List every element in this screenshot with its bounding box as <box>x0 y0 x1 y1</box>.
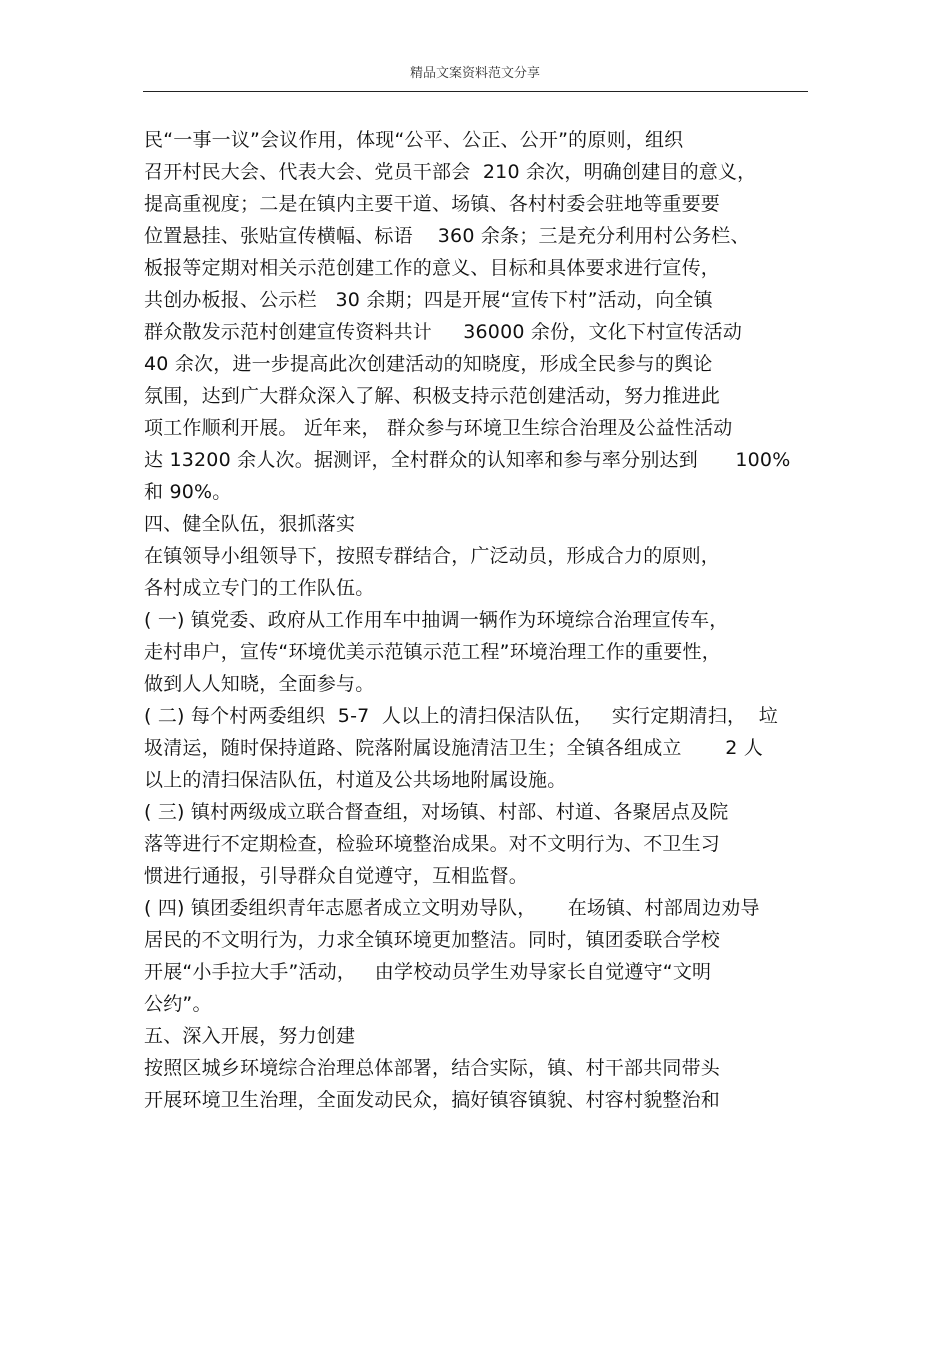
text-line: 和 90%。 <box>144 481 232 503</box>
text-line: 板报等定期对相关示范创建工作的意义、目标和具体要求进行宣传， <box>144 257 721 279</box>
text-line: 在镇领导小组领导下，按照专群结合，广泛动员，形成合力的原则， <box>144 545 721 567</box>
text-line: ( 三) 镇村两级成立联合督查组，对场镇、村部、村道、各聚居点及院 <box>144 801 729 823</box>
header-divider <box>143 91 808 92</box>
text-line: 以上的清扫保洁队伍，村道及公共场地附属设施。 <box>144 769 567 791</box>
text-line: ( 二) 每个村两委组织 5-7 人以上的清扫保洁队伍， 实行定期清扫， 垃 <box>144 705 778 727</box>
text-line: 走村串户，宣传“环境优美示范镇示范工程”环境治理工作的重要性， <box>144 641 721 663</box>
text-line: 共创办板报、公示栏 30 余期；四是开展“宣传下村”活动，向全镇 <box>144 289 713 311</box>
text-line: 做到人人知晓，全面参与。 <box>144 673 375 695</box>
document-body <box>144 124 834 1116</box>
text-line: 按照区城乡环境综合治理总体部署，结合实际，镇、村干部共同带头 <box>144 1057 721 1079</box>
text-line: 氛围，达到广大群众深入了解、积极支持示范创建活动，努力推进此 <box>144 385 721 407</box>
text-line: 圾清运，随时保持道路、院落附属设施清洁卫生；全镇各组成立 2 人 <box>144 737 764 759</box>
section-heading: 五、深入开展，努力创建 <box>144 1025 356 1047</box>
text-line: 落等进行不定期检查，检验环境整治成果。对不文明行为、不卫生习 <box>144 833 721 855</box>
text-line: 群众散发示范村创建宣传资料共计 36000 余份，文化下村宣传活动 <box>144 321 743 343</box>
text-line: 居民的不文明行为，力求全镇环境更加整洁。同时，镇团委联合学校 <box>144 929 721 951</box>
page-header: 精品文案资料范文分享 <box>409 66 540 81</box>
text-line: 各村成立专门的工作队伍。 <box>144 577 375 599</box>
text-line: 召开村民大会、代表大会、党员干部会 210 余次，明确创建目的意义， <box>144 161 757 183</box>
text-line: 40 余次，进一步提高此次创建活动的知晓度，形成全民参与的舆论 <box>144 353 713 375</box>
text-line: 提高重视度；二是在镇内主要干道、场镇、各村村委会驻地等重要要 <box>144 193 721 215</box>
text-line: 开展“小手拉大手”活动， 由学校动员学生劝导家长自觉遵守“文明 <box>144 961 712 983</box>
text-line: ( 一) 镇党委、政府从工作用车中抽调一辆作为环境综合治理宣传车， <box>144 609 729 631</box>
text-line: 公约”。 <box>144 993 212 1015</box>
text-line: 位置悬挂、张贴宣传横幅、标语 360 余条；三是充分利用村公务栏、 <box>144 225 750 247</box>
text-line: 项工作顺利开展。 近年来， 群众参与环境卫生综合治理及公益性活动 <box>144 417 733 439</box>
text-line: ( 四) 镇团委组织青年志愿者成立文明劝导队， 在场镇、村部周边劝导 <box>144 897 760 919</box>
section-heading: 四、健全队伍，狠抓落实 <box>144 513 356 535</box>
text-line: 开展环境卫生治理，全面发动民众，搞好镇容镇貌、村容村貌整治和 <box>144 1089 721 1111</box>
text-line: 达 13200 余人次。据测评，全村群众的认知率和参与率分别达到 100% <box>144 449 791 471</box>
text-line: 民“一事一议”会议作用，体现“公平、公正、公开”的原则，组织 <box>144 129 684 151</box>
text-line: 惯进行通报，引导群众自觉遵守，互相监督。 <box>144 865 529 887</box>
